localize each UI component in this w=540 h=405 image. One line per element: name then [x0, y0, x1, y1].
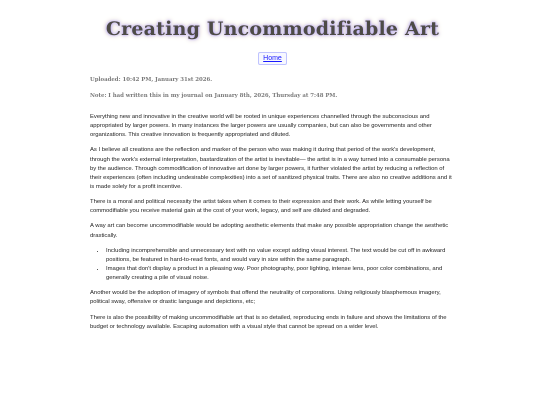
- nav-bar: [90, 47, 455, 65]
- page-title: Creating Uncommodifiable Art: [105, 18, 440, 40]
- article-body: [90, 113, 455, 332]
- bullet-list: [90, 247, 455, 284]
- paragraph: There is a moral and political necessity the artist takes when it comes to their expression and their work. As while letting yourself be commodifiable you receive material gain at the cost of your work, legacy, and self are diluted and degraded.: [90, 199, 432, 215]
- paragraph: As I believe all creations are the reflection and marker of the person who was making it during that period of the work's development, through the work's external interpretation, bastardization of the artist is inevitable— the artist is in a way turned into a consumable persona by the audience. Through commodification of innovative art done by larger powers, it further violated the artist by reducing a reflection of their experiences (often including undesirable complexities) into a set of sanitized physical traits. There are also no creative additions and it is made solely for a profit incentive.: [90, 147, 452, 190]
- upload-timestamp: Uploaded: 10:42 PM, January 31st 2026.: [90, 77, 213, 83]
- article: [90, 0, 455, 338]
- paragraph: Another would be the adoption of imagery of symbols that offend the neutrality of corporations. Using religiously blasphemous imagery, political sway, offensive or drastic language and depictions, etc;: [90, 290, 441, 306]
- journal-note: Note: I had written this in my journal on January 8th, 2026, Thursday at 7:48 PM.: [90, 93, 338, 99]
- paragraph: A way art can become uncommodifiable would be adopting aesthetic elements that make any possible appropriation change the aesthetic drastically.: [90, 223, 449, 239]
- home-link[interactable]: Home: [258, 52, 287, 65]
- list-item: • Images that don't display a product in a pleasing way. Poor photography, poor lighting, intense lens, poor color combinations, and generally creating a pile of visual noise.: [106, 265, 455, 283]
- list-item: • Including incomprehensible and unnecessary text with no value except adding visual interest. The text would be cut off in awkward positions, be featured in hard-to-read fonts, and would vary in size within the same paragraph.: [106, 247, 455, 265]
- paragraph: There is also the possibility of making uncommodifiable art that is so detailed, reproducing ends in failure and shows the limitations of the budget or technology available. Escaping automation with a visual style that cannot be spread on a wider level.: [90, 314, 447, 330]
- paragraph: Everything new and innovative in the creative world will be rooted in unique experiences channelled through the subconscious and appropriated by larger powers. In many instances the larger powers are usually companies, but can also be governments and other organizations. This creative innovation is frequently appropriated and diluted.: [90, 114, 432, 139]
